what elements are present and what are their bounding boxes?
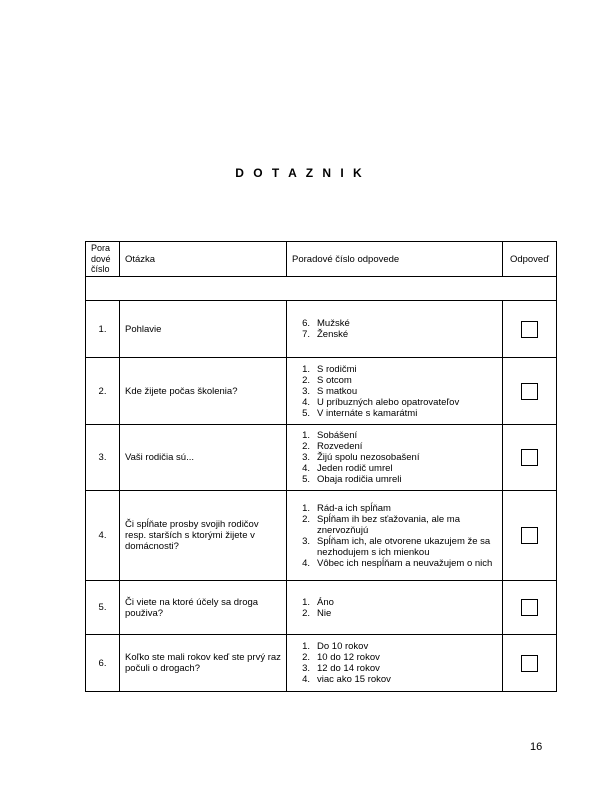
option-item bbox=[292, 474, 497, 485]
option-number: 4. bbox=[302, 463, 310, 474]
question-number: 6. bbox=[86, 635, 120, 692]
option-item bbox=[292, 408, 497, 419]
option-label: Žijú spolu nezosobašení bbox=[317, 452, 420, 463]
options-list bbox=[292, 641, 497, 685]
response-cell bbox=[503, 581, 557, 635]
option-label: Obaja rodičia umreli bbox=[317, 474, 402, 485]
option-number: 2. bbox=[302, 652, 310, 663]
question-text: Koľko ste mali rokov keď ste prvý raz počuli o drogach? bbox=[120, 635, 287, 692]
spacer-row bbox=[86, 277, 557, 301]
answer-options bbox=[287, 491, 503, 581]
options-list bbox=[292, 318, 497, 340]
question-row bbox=[86, 301, 557, 358]
option-item bbox=[292, 608, 497, 619]
answer-checkbox[interactable] bbox=[521, 449, 538, 466]
options-list bbox=[292, 503, 497, 569]
option-label: S rodičmi bbox=[317, 363, 357, 375]
option-item bbox=[292, 318, 497, 329]
question-row bbox=[86, 425, 557, 491]
question-number: 1. bbox=[86, 301, 120, 358]
option-label: viac ako 15 rokov bbox=[317, 674, 391, 685]
option-label: Mužské bbox=[317, 318, 350, 329]
answer-checkbox[interactable] bbox=[521, 527, 538, 544]
option-label: U príbuzných alebo opatrovateľov bbox=[317, 396, 460, 408]
option-number: 5. bbox=[302, 474, 310, 485]
option-label: Spĺňam ich, ale otvorene ukazujem že sa nezhodujem s ich mienkou bbox=[317, 535, 491, 558]
page-number: 16 bbox=[530, 741, 543, 753]
question-row bbox=[86, 635, 557, 692]
response-cell bbox=[503, 491, 557, 581]
options-list bbox=[292, 430, 497, 485]
option-number: 4. bbox=[302, 557, 310, 569]
option-number: 4. bbox=[302, 396, 310, 408]
option-label: 12 do 14 rokov bbox=[317, 663, 380, 674]
option-item bbox=[292, 503, 497, 514]
option-item bbox=[292, 463, 497, 474]
option-number: 1. bbox=[302, 430, 310, 441]
question-number: 3. bbox=[86, 425, 120, 491]
option-number: 1. bbox=[302, 641, 310, 652]
spacer-cell bbox=[86, 277, 557, 301]
option-item bbox=[292, 364, 497, 375]
option-item bbox=[292, 441, 497, 452]
option-number: 3. bbox=[302, 385, 310, 397]
page-title: D O T A Z N I K bbox=[235, 166, 365, 180]
option-label: Nie bbox=[317, 607, 332, 619]
option-item bbox=[292, 452, 497, 463]
option-number: 2. bbox=[302, 513, 310, 525]
option-label: Rád-a ich spĺňam bbox=[317, 502, 391, 514]
option-number: 1. bbox=[302, 502, 310, 514]
option-number: 3. bbox=[302, 663, 310, 674]
option-label: 10 do 12 rokov bbox=[317, 652, 380, 663]
option-label: Jeden rodič umrel bbox=[317, 463, 393, 474]
answer-options bbox=[287, 301, 503, 358]
option-number: 5. bbox=[302, 407, 310, 419]
header-response: Odpoveď bbox=[503, 242, 557, 277]
option-number: 1. bbox=[302, 596, 310, 608]
response-cell bbox=[503, 425, 557, 491]
question-number: 2. bbox=[86, 358, 120, 425]
options-list bbox=[292, 597, 497, 619]
header-question: Otázka bbox=[120, 242, 287, 277]
option-label: Vôbec ich nespĺňam a neuvažujem o nich bbox=[317, 557, 493, 569]
option-number: 2. bbox=[302, 441, 310, 452]
option-label: S matkou bbox=[317, 385, 358, 397]
option-item bbox=[292, 375, 497, 386]
option-item bbox=[292, 514, 497, 536]
answer-options bbox=[287, 425, 503, 491]
question-row bbox=[86, 358, 557, 425]
question-row bbox=[86, 581, 557, 635]
question-text: Či viete na ktoré účely sa droga použiva? bbox=[120, 581, 287, 635]
header-row bbox=[86, 242, 557, 277]
question-text: Pohlavie bbox=[120, 301, 287, 358]
response-cell bbox=[503, 301, 557, 358]
option-number: 2. bbox=[302, 374, 310, 386]
option-item bbox=[292, 652, 497, 663]
response-cell bbox=[503, 358, 557, 425]
header-answers: Poradové číslo odpovede bbox=[287, 242, 503, 277]
question-number: 4. bbox=[86, 491, 120, 581]
question-number: 5. bbox=[86, 581, 120, 635]
option-label: Sobášení bbox=[317, 430, 358, 441]
option-item bbox=[292, 397, 497, 408]
question-text: Kde žijete počas školenia? bbox=[120, 358, 287, 425]
question-text: Či spĺňate prosby svojih rodičov resp. starších s ktorými žijete v domácnosti? bbox=[120, 491, 287, 581]
answer-checkbox[interactable] bbox=[521, 599, 538, 616]
option-label: Do 10 rokov bbox=[317, 641, 369, 652]
option-number: 4. bbox=[302, 674, 310, 685]
option-number: 7. bbox=[302, 329, 310, 340]
option-number: 3. bbox=[302, 535, 310, 547]
answer-checkbox[interactable] bbox=[521, 655, 538, 672]
option-label: Áno bbox=[317, 596, 334, 608]
option-item bbox=[292, 430, 497, 441]
option-item bbox=[292, 329, 497, 340]
answer-checkbox[interactable] bbox=[521, 321, 538, 338]
option-item bbox=[292, 386, 497, 397]
option-number: 6. bbox=[302, 318, 310, 329]
question-row bbox=[86, 491, 557, 581]
answer-options bbox=[287, 581, 503, 635]
option-label: S otcom bbox=[317, 374, 352, 386]
option-label: Spĺňam ih bez sťažovania, ale ma znervozňujú bbox=[317, 513, 460, 536]
answer-options bbox=[287, 358, 503, 425]
questionnaire-table bbox=[85, 241, 557, 692]
option-label: V internáte s kamarátmi bbox=[317, 407, 418, 419]
answer-checkbox[interactable] bbox=[521, 383, 538, 400]
response-cell bbox=[503, 635, 557, 692]
option-label: Rozvedení bbox=[317, 441, 363, 452]
option-item bbox=[292, 641, 497, 652]
option-number: 2. bbox=[302, 607, 310, 619]
option-item bbox=[292, 536, 497, 558]
options-list bbox=[292, 364, 497, 419]
option-item bbox=[292, 674, 497, 685]
option-number: 3. bbox=[302, 452, 310, 463]
option-label: Ženské bbox=[317, 329, 349, 340]
header-number: Pora dové číslo bbox=[86, 242, 120, 277]
answer-options bbox=[287, 635, 503, 692]
option-item bbox=[292, 663, 497, 674]
option-number: 1. bbox=[302, 363, 310, 375]
option-item bbox=[292, 558, 497, 569]
question-text: Vaši rodičia sú... bbox=[120, 425, 287, 491]
option-item bbox=[292, 597, 497, 608]
